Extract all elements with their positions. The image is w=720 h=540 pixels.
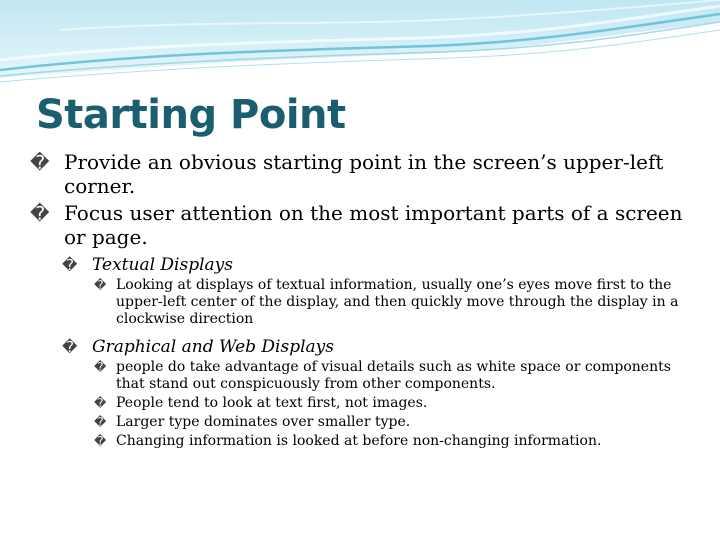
bullet-icon: � [94, 278, 107, 292]
section-heading [30, 337, 690, 357]
bullet-icon: � [30, 203, 50, 225]
sub-bullet-text: Looking at displays of textual information, usually one’s eyes move first to the upper-left center of the display, and then quickly move through the display in a clockwise direction [116, 277, 679, 327]
sub-bullet-text: Changing information is looked at before non-changing information. [116, 433, 602, 449]
bullet-item [30, 202, 690, 249]
sub-bullet-text: People tend to look at text first, not images. [116, 395, 428, 411]
slide-body [30, 151, 690, 450]
sub-bullet-item [30, 359, 690, 393]
decorative-wave-banner [0, 0, 720, 90]
bullet-icon: � [94, 434, 107, 448]
section-heading-text: Graphical and Web Displays [92, 337, 334, 357]
bullet-icon: � [94, 360, 107, 374]
section-heading-text: Textual Displays [92, 255, 233, 275]
slide-title: Starting Point [36, 92, 346, 138]
bullet-icon: � [94, 396, 107, 410]
bullet-icon: � [94, 415, 107, 429]
bullet-icon: � [62, 338, 78, 356]
sub-bullet-item [30, 433, 690, 450]
sub-bullet-item [30, 395, 690, 412]
bullet-icon: � [62, 256, 78, 274]
section-graphical-web-displays [30, 337, 690, 450]
bullet-text: Provide an obvious starting point in the screen’s upper-left corner. [64, 150, 664, 198]
sub-bullet-item [30, 277, 690, 328]
bullet-text: Focus user attention on the most important parts of a screen or page. [64, 201, 683, 249]
sub-bullet-item [30, 414, 690, 431]
sub-bullet-text: people do take advantage of visual details such as white space or components that stand out conspicuously from other components. [116, 359, 671, 392]
bullet-item [30, 151, 690, 198]
section-heading [30, 255, 690, 275]
sub-bullet-text: Larger type dominates over smaller type. [116, 414, 411, 430]
bullet-icon: � [30, 152, 50, 174]
section-textual-displays [30, 255, 690, 328]
